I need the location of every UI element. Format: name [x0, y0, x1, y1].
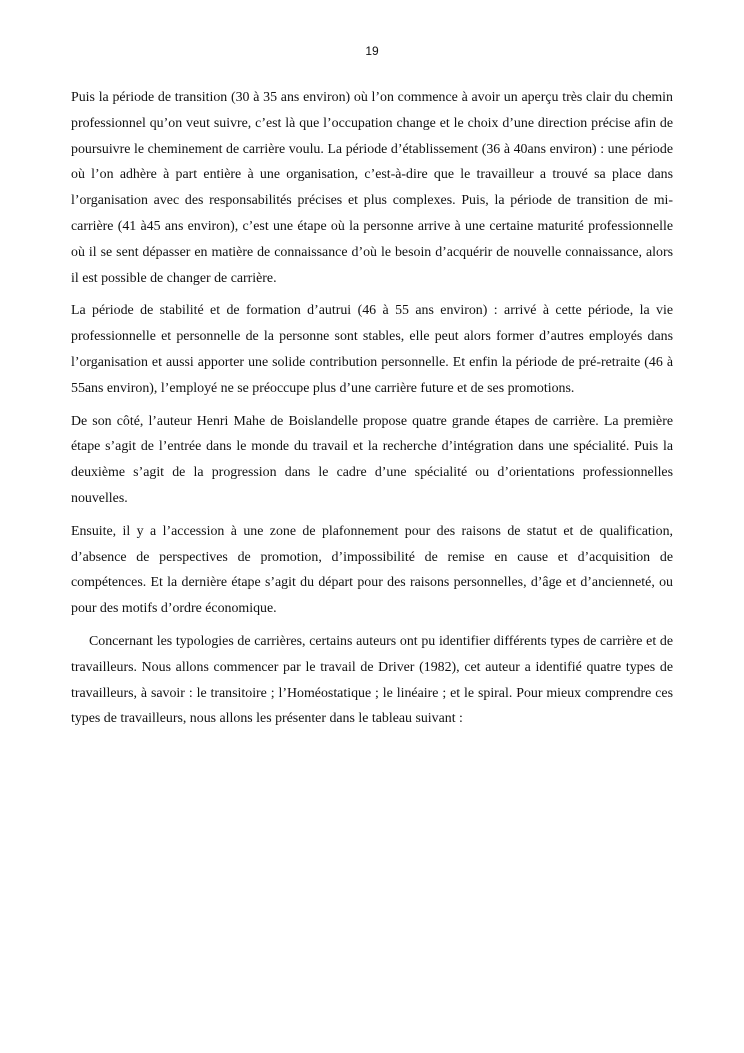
paragraph-plateau-stage: Ensuite, il y a l’accession à une zone de plafonnement pour des raisons de statut et de qualification, d’absence de perspectives de promotion, d’impossibilité de remise en cause et d’acquisition de compétences. Et la dernière étape s’agit du départ pour des raisons personnelles, d’âge et d’ancienneté, ou pour des motifs d’ordre économique. [71, 523, 673, 617]
page-number: 19 [365, 44, 379, 58]
document-body [71, 85, 673, 739]
paragraph-boislandelle-stages: De son côté, l’auteur Henri Mahe de Boislandelle propose quatre grande étapes de carrière. La première étape s’agit de l’entrée dans le monde du travail et la recherche d’intégration dans une spécialité. Puis la deuxième s’agit de la progression dans le cadre d’une spécialité ou d’orientations professionnelles nouvelles. [71, 413, 673, 506]
paragraph-transition-period: Puis la période de transition (30 à 35 ans environ) où l’on commence à avoir un aperçu très clair du chemin professionnel qu’on veut suivre, c’est là que l’occupation change et le choix d’une direction précise afin de poursuivre le cheminement de carrière voulu. La période d’établissement (36 à 40ans environ) : une période où l’on adhère à part entière à une organisation, c’est-à-dire que le travailleur a trouvé sa place dans l’organisation avec des responsabilités précises et plus complexes. Puis, la période de transition de mi- carrière (41 à45 ans environ), c’est une étape où la personne arrive à une certaine maturité professionnelle où il se sent dépasser en matière de connaissance d’où le besoin d’acquérir de nouvelle connaissance, alors il est possible de changer de carrière. [71, 90, 673, 286]
paragraph-career-typologies: Concernant les typologies de carrières, certains auteurs ont pu identifier différents types de carrière et de travailleurs. Nous allons commencer par le travail de Driver (1982), cet auteur a identifié quatre types de travailleurs, à savoir : le transitoire ; l’Homéostatique ; le linéaire ; et le spiral. Pour mieux comprendre ces types de travailleurs, nous allons les présenter dans le tableau suivant : [71, 633, 673, 727]
paragraph-stability-period: La période de stabilité et de formation d’autrui (46 à 55 ans environ) : arrivé à cette période, la vie professionnelle et personnelle de la personne sont stables, elle peut alors former d’autres employés dans l’organisation et aussi apporter une solide contribution personnelle. Et enfin la période de pré-retraite (46 à 55ans environ), l’employé ne se préoccupe plus d’une carrière future et de ses promotions. [71, 303, 673, 396]
